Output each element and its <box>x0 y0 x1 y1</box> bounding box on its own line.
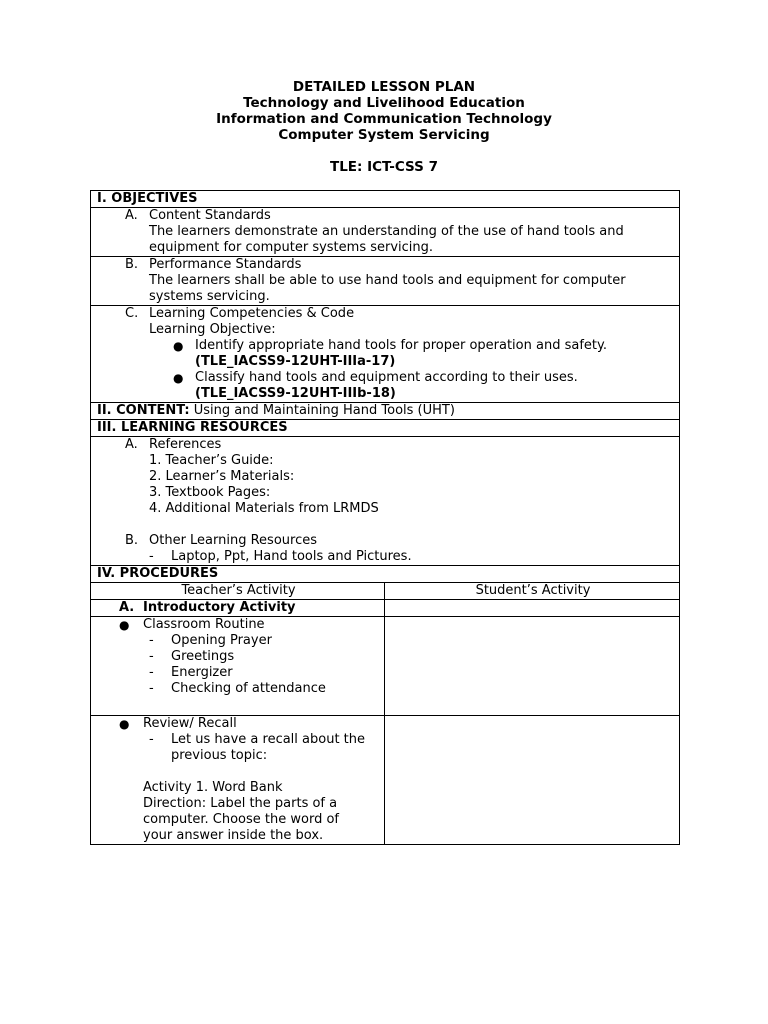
content-cell <box>91 403 680 420</box>
other-resources-item: - Laptop, Ppt, Hand tools and Pictures. <box>149 549 412 564</box>
introductory-activity-row <box>91 600 680 617</box>
resources-row <box>91 437 680 566</box>
competencies-label: C. Learning Competencies & Code <box>125 306 355 321</box>
objectives-title-row <box>91 191 680 208</box>
performance-standards-text-1: The learners shall be able to use hand tools and equipment for computer <box>149 273 626 288</box>
competencies-cell <box>91 306 680 403</box>
doc-subject-code: TLE: ICT-CSS 7 <box>330 159 438 175</box>
routine-item: - Greetings <box>149 649 235 664</box>
introductory-activity-label: A. Introductory Activity <box>119 600 296 615</box>
student-activity-header: Student’s Activity <box>385 583 680 600</box>
reference-item-1: 1. Teacher’s Guide: <box>149 453 274 468</box>
doc-subtitle-tle: Technology and Livelihood Education <box>243 95 525 111</box>
objective-code-1: (TLE_IACSS9-12UHT-IIIa-17) <box>195 354 396 369</box>
bullet-icon: ● <box>119 717 130 731</box>
content-standards-text-1: The learners demonstrate an understanding of the use of hand tools and <box>149 224 624 239</box>
routine-item: - Opening Prayer <box>149 633 272 648</box>
content-standards-cell <box>91 208 680 257</box>
review-recall-text-2: previous topic: <box>171 748 268 763</box>
reference-item-4: 4. Additional Materials from LRMDS <box>149 501 379 516</box>
resources-title: III. LEARNING RESOURCES <box>91 420 680 437</box>
procedures-title-row <box>91 566 680 583</box>
reference-item-3: 3. Textbook Pages: <box>149 485 271 500</box>
classroom-routine-student-cell <box>385 617 680 716</box>
content-title: II. CONTENT: <box>97 403 190 418</box>
objectives-title: I. OBJECTIVES <box>91 191 680 208</box>
learning-objective-label: Learning Objective: <box>149 322 276 337</box>
classroom-routine-label: ● Classroom Routine <box>119 617 265 632</box>
resources-cell <box>91 437 680 566</box>
bullet-icon: ● <box>173 339 184 353</box>
objective-bullet-2: ● Classify hand tools and equipment according to their uses. <box>173 370 578 385</box>
performance-standards-cell <box>91 257 680 306</box>
review-recall-label: ● Review/ Recall <box>119 716 237 731</box>
document-header <box>0 79 768 175</box>
review-recall-row <box>91 716 680 845</box>
references-label: A. References <box>125 437 222 452</box>
bullet-icon: ● <box>173 371 184 385</box>
other-resources-label: B. Other Learning Resources <box>125 533 318 548</box>
classroom-routine-cell <box>91 617 385 716</box>
content-standards-row <box>91 208 680 257</box>
content-row <box>91 403 680 420</box>
content-text: Using and Maintaining Hand Tools (UHT) <box>189 403 455 418</box>
activity-title: Activity 1. Word Bank <box>143 780 283 795</box>
competencies-row <box>91 306 680 403</box>
procedures-header-row <box>91 583 680 600</box>
performance-standards-label: B. Performance Standards <box>125 257 302 272</box>
routine-item: - Checking of attendance <box>149 681 326 696</box>
activity-direction-1: Direction: Label the parts of a <box>143 796 338 811</box>
resources-title-row <box>91 420 680 437</box>
objective-code-2: (TLE_IACSS9-12UHT-IIIb-18) <box>195 386 396 401</box>
procedures-title: IV. PROCEDURES <box>91 566 680 583</box>
doc-title: DETAILED LESSON PLAN <box>292 79 476 95</box>
activity-direction-3: your answer inside the box. <box>143 828 324 843</box>
objective-bullet-1: ● Identify appropriate hand tools for proper operation and safety. <box>173 338 607 353</box>
doc-subtitle-css: Computer System Servicing <box>278 127 490 143</box>
review-recall-student-cell <box>385 716 680 845</box>
performance-standards-text-2: systems servicing. <box>149 289 270 304</box>
lesson-plan-table <box>90 190 680 845</box>
spacer <box>97 764 380 780</box>
activity-direction-2: computer. Choose the word of <box>143 812 339 827</box>
content-standards-label: A. Content Standards <box>125 208 271 223</box>
routine-item: - Energizer <box>149 665 233 680</box>
spacer <box>97 517 675 533</box>
introductory-activity-cell <box>91 600 385 617</box>
reference-item-2: 2. Learner’s Materials: <box>149 469 295 484</box>
doc-subtitle-ict: Information and Communication Technology <box>216 111 552 127</box>
introductory-activity-student-cell <box>385 600 680 617</box>
review-recall-text-1: - Let us have a recall about the <box>149 732 366 747</box>
content-standards-text-2: equipment for computer systems servicing. <box>149 240 434 255</box>
review-recall-cell <box>91 716 385 845</box>
performance-standards-row <box>91 257 680 306</box>
classroom-routine-row <box>91 617 680 716</box>
bullet-icon: ● <box>119 618 130 632</box>
teacher-activity-header: Teacher’s Activity <box>91 583 385 600</box>
